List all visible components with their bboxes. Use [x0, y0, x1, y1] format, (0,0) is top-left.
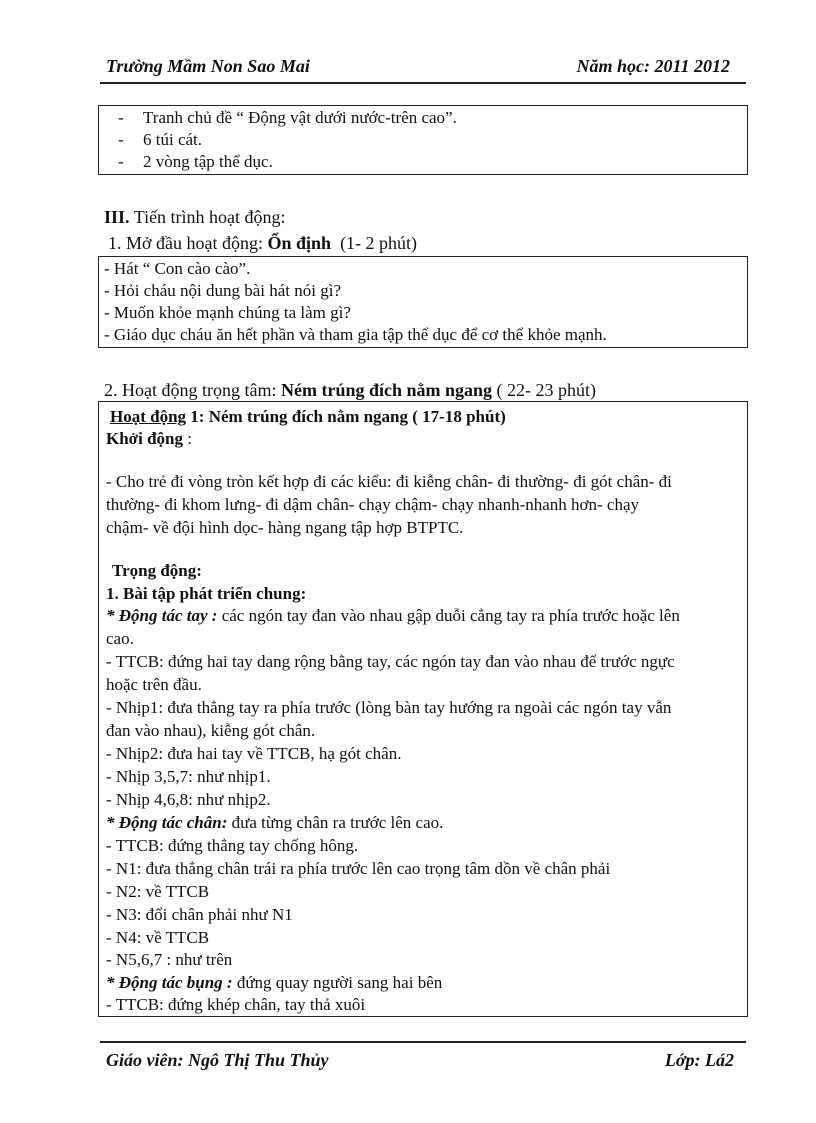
arm-line: - Nhịp 4,6,8: như nhịp2. — [106, 790, 271, 809]
arm-line: - Nhịp 3,5,7: như nhịp1. — [106, 767, 271, 786]
part1-line: - Hát “ Con cào cào”. — [104, 259, 251, 278]
footer-rule — [100, 1041, 746, 1043]
belly-heading: * Động tác bụng : đứng quay người sang hai bên — [106, 973, 443, 992]
leg-line: - N1: đưa thẳng chân trái ra phía trước lên cao trọng tâm dồn về chân phải — [106, 859, 611, 878]
leg-line: - N2: về TTCB — [106, 882, 210, 901]
part2-heading: 2. Hoạt động trọng tâm: Ném trúng đích nằm ngang ( 22- 23 phút) — [104, 380, 596, 400]
arm-heading: * Động tác tay : các ngón tay đan vào nhau gập duỗi cẳng tay ra phía trước hoặc lên — [106, 606, 680, 625]
leg-line: - N4: về TTCB — [106, 928, 210, 947]
main-label: Trọng động: — [112, 561, 202, 580]
part1-line: - Muốn khỏe mạnh chúng ta làm gì? — [104, 303, 351, 322]
header-year: Năm học: 2011 2012 — [576, 56, 730, 76]
belly-line: - TTCB: đứng khép chân, tay thả xuôi — [106, 995, 366, 1014]
warmup-line: chậm- về đội hình dọc- hàng ngang tập hợp BTPTC. — [106, 518, 464, 537]
footer-class: Lớp: Lá2 — [664, 1050, 734, 1070]
exercise-title: 1. Bài tập phát triển chung: — [106, 584, 307, 603]
leg-line: - N3: đổi chân phải như N1 — [106, 905, 293, 924]
leg-line: - TTCB: đứng thẳng tay chống hông. — [106, 836, 359, 855]
arm-line: đan vào nhau), kiễng gót chân. — [106, 721, 316, 740]
warmup-line: - Cho trẻ đi vòng tròn kết hợp đi các kiểu: đi kiễng chân- đi thường- đi gót chân- đi — [106, 472, 672, 491]
leg-line: - N5,6,7 : như trên — [106, 950, 233, 969]
arm-line: - Nhịp2: đưa hai tay về TTCB, hạ gót chân. — [106, 744, 402, 763]
activity-title: Hoạt động 1: Ném trúng đích nằm ngang ( 17-18 phút) — [110, 407, 506, 426]
part1-line: - Hỏi cháu nội dung bài hát nói gì? — [104, 281, 342, 300]
arm-line: - Nhịp1: đưa thẳng tay ra phía trước (lòng bàn tay hướng ra ngoài các ngón tay vẫn — [106, 698, 672, 717]
arm-heading-cont: cao. — [106, 629, 134, 648]
arm-line: hoặc trên đầu. — [106, 675, 202, 694]
warmup-label: Khởi động : — [106, 429, 192, 448]
leg-heading: * Động tác chân: đưa từng chân ra trước lên cao. — [106, 813, 444, 832]
footer-teacher: Giáo viên: Ngô Thị Thu Thủy — [106, 1050, 329, 1070]
section-heading: III. Tiến trình hoạt động: — [104, 207, 286, 227]
warmup-line: thường- đi khom lưng- đi dậm chân- chạy chậm- chạy nhanh-nhanh hơn- chạy — [106, 495, 640, 514]
arm-line: - TTCB: đứng hai tay dang rộng bằng tay, các ngón tay đan vào nhau để trước ngực — [106, 652, 675, 671]
header-rule — [100, 82, 746, 84]
part1-line: - Giáo dục cháu ăn hết phần và tham gia tập thể dục để cơ thể khỏe mạnh. — [104, 325, 607, 344]
header-school: Trường Mầm Non Sao Mai — [106, 56, 310, 76]
part1-heading: 1. Mở đầu hoạt động: Ổn định (1- 2 phút) — [108, 233, 418, 253]
